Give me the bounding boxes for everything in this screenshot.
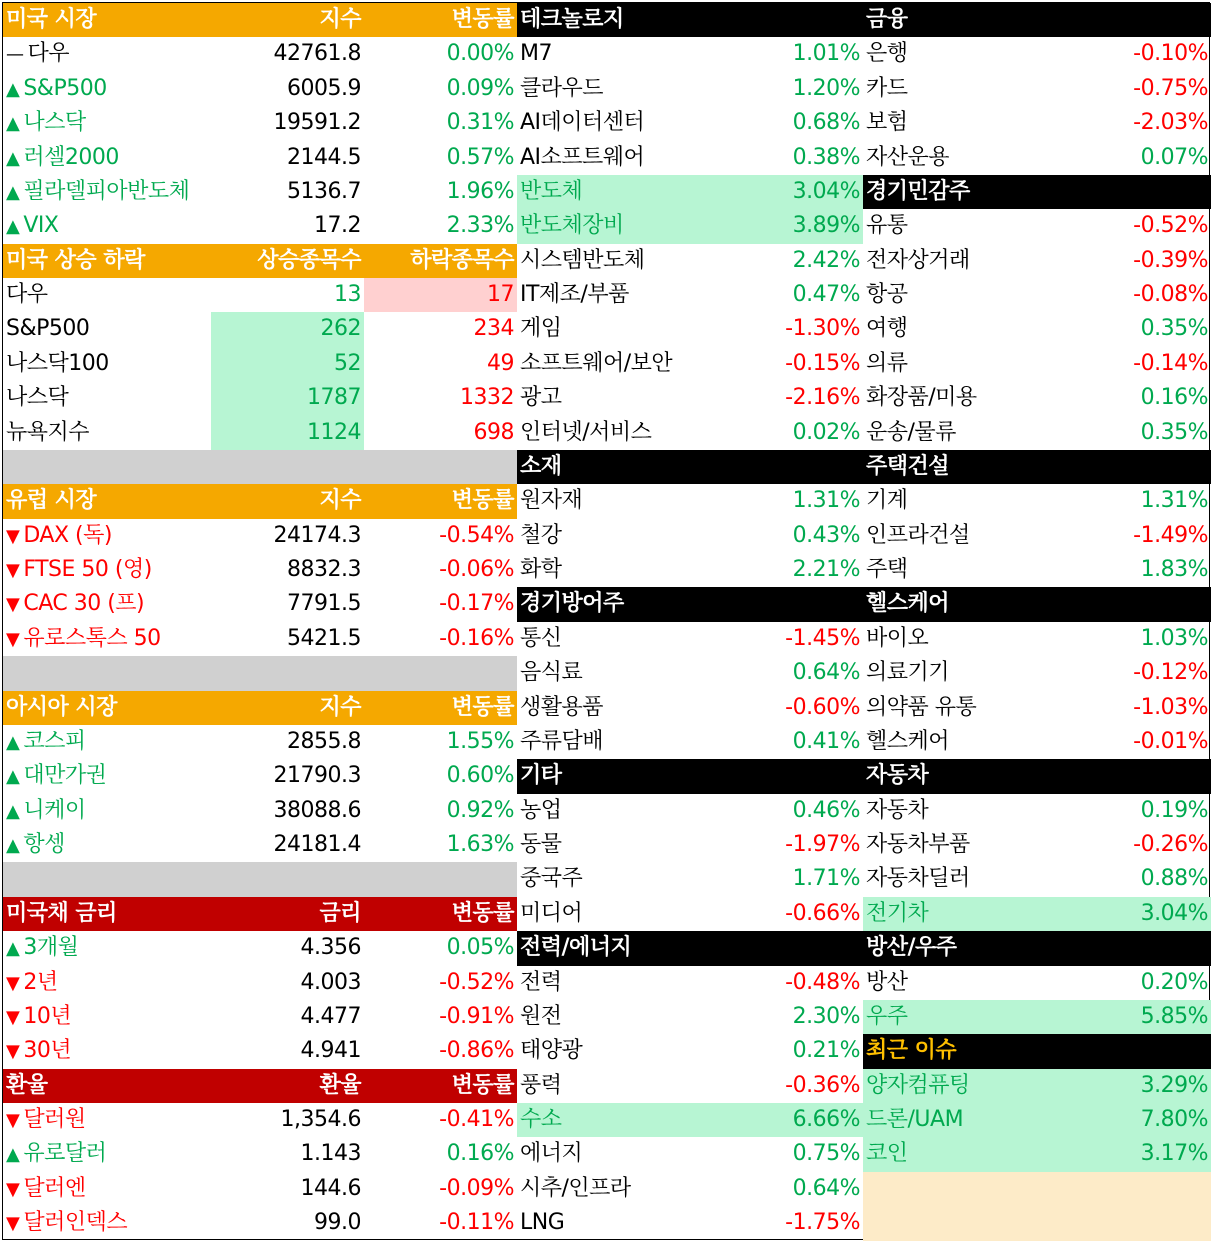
eu_market-row-name: ▼ FTSE 50 (영): [3, 553, 211, 587]
sector-header: 테크놀로지: [517, 3, 863, 37]
section-gap: [3, 656, 517, 690]
sector-header: 금융: [863, 3, 1211, 37]
sector-name: 반도체장비: [520, 213, 624, 239]
us_market-row-name: ▲ 필라델피아반도체: [3, 175, 211, 209]
sector-change: -1.49%: [1133, 522, 1208, 548]
sector-name: 코인: [866, 1141, 908, 1167]
sector-row: [517, 72, 863, 106]
sector-header: 전력/에너지: [517, 931, 863, 965]
sector-row: [863, 416, 1211, 450]
us_bonds-row-change: -0.52%: [439, 969, 514, 995]
fx-header-name: 환율: [3, 1069, 211, 1103]
sector-row: [863, 966, 1211, 1000]
asia_market-row-change: 1.55%: [446, 728, 514, 754]
sector-change: 3.04%: [1140, 900, 1208, 926]
section-gap: [3, 862, 517, 896]
sector-change: 0.38%: [792, 144, 860, 170]
sector-change: 0.19%: [1140, 797, 1208, 823]
sector-row: [863, 862, 1211, 896]
eu_market-row-value: 8832.3: [287, 557, 361, 582]
fx-row-name: ▲ 유로달러: [3, 1137, 211, 1171]
us_market-row-change: 2.33%: [446, 213, 514, 239]
sector-header: 경기방어주: [517, 587, 863, 621]
sector-change: 0.07%: [1140, 144, 1208, 170]
sector-row: [517, 1103, 863, 1137]
sector-change: 0.75%: [792, 1141, 860, 1167]
sector-row: [863, 1069, 1211, 1103]
sector-name: 보험: [866, 110, 908, 136]
us_market-row-change: 0.57%: [446, 144, 514, 170]
sector-row: [517, 37, 863, 71]
sector-row: [517, 553, 863, 587]
sector-name: 시스템반도체: [520, 247, 645, 273]
sector-row: [517, 691, 863, 725]
sector-name: 철강: [520, 522, 562, 548]
sector-row: [863, 656, 1211, 690]
sector-row: [863, 725, 1211, 759]
sector-row: [863, 37, 1211, 71]
sector-row: [517, 1069, 863, 1103]
us_bonds-row-value: 4.003: [300, 969, 361, 995]
sector-name: 시추/인프라: [520, 1175, 631, 1201]
sector-row: [863, 347, 1211, 381]
sector-name: 원자재: [520, 488, 583, 514]
sector-row: [517, 347, 863, 381]
us_bonds-header-index: 금리: [211, 897, 364, 931]
sector-header: 최근 이슈: [863, 1034, 1211, 1068]
asia_market-header-index: 지수: [211, 691, 364, 725]
sector-change: 1.03%: [1140, 625, 1208, 651]
breadth-row-name: 뉴욕지수: [6, 419, 90, 445]
sector-row: [863, 897, 1211, 931]
eu_market-row-value: 7791.5: [287, 591, 361, 617]
sector-change: -0.08%: [1133, 282, 1208, 307]
sector-change: 1.31%: [792, 488, 860, 514]
sector-name: 자동차: [866, 797, 929, 823]
sector-name: 게임: [520, 316, 562, 342]
sector-name: 양자컴퓨팅: [866, 1072, 970, 1098]
sector-name: AI소프트웨어: [520, 144, 645, 170]
us_bonds-row-value: 4.941: [300, 1038, 361, 1064]
fx-row-name: ▼ 달러원: [3, 1103, 211, 1137]
asia_market-row-change: 1.63%: [446, 832, 514, 857]
sector-name: 음식료: [520, 660, 583, 686]
sector-name: 자동차부품: [866, 832, 970, 857]
us_market-row-name: ▲ VIX: [3, 209, 211, 243]
breadth-row-name: 나스닥: [6, 385, 69, 411]
sector-header: 경기민감주: [863, 175, 1211, 209]
sector-change: -0.01%: [1133, 728, 1208, 754]
sector-change: 3.04%: [792, 178, 860, 204]
eu_market-header-change: 변동률: [364, 484, 517, 518]
sector-row: [517, 828, 863, 862]
sector-row: [863, 553, 1211, 587]
sector-change: 0.02%: [792, 419, 860, 445]
sector-change: -0.15%: [785, 350, 860, 376]
sector-change: -0.12%: [1133, 660, 1208, 686]
us_market-row-value: 17.2: [314, 213, 361, 239]
sector-name: 통신: [520, 625, 562, 651]
sector-name: 의류: [866, 350, 908, 376]
us_bonds-row-value: 4.477: [300, 1003, 361, 1029]
breadth-row-decliners: 698: [473, 419, 514, 445]
fx-row-change: -0.09%: [439, 1175, 514, 1201]
sector-name: 반도체: [520, 178, 583, 204]
sector-row: [863, 244, 1211, 278]
asia_market-row-change: 0.60%: [446, 763, 514, 789]
sector-row: [863, 1000, 1211, 1034]
eu_market-row-name: ▼ CAC 30 (프): [3, 587, 211, 621]
sector-row: [863, 519, 1211, 553]
asia_market-row-name: ▲ 대만가권: [3, 759, 211, 793]
sector-change: 0.43%: [792, 522, 860, 548]
sector-change: 0.21%: [792, 1038, 860, 1064]
fx-header-index: 환율: [211, 1069, 364, 1103]
eu_market-row-change: -0.17%: [439, 591, 514, 617]
sector-change: 0.88%: [1140, 866, 1208, 892]
sector-row: [517, 209, 863, 243]
fx-row-change: -0.41%: [439, 1107, 514, 1132]
sector-header: 기타: [517, 759, 863, 793]
eu_market-row-change: -0.16%: [439, 625, 514, 651]
fx-row-value: 144.6: [300, 1175, 361, 1201]
us_market-row-value: 5136.7: [287, 178, 361, 204]
sector-name: 전자상거래: [866, 247, 970, 273]
us-breadth-header-adv: 상승종목수: [211, 244, 364, 278]
eu_market-row-change: -0.54%: [439, 522, 514, 548]
asia_market-row-value: 2855.8: [287, 728, 361, 754]
sector-change: 0.16%: [1140, 385, 1208, 411]
sector-row: [517, 1137, 863, 1171]
us_market-row-change: 1.96%: [446, 178, 514, 204]
us_market-row-value: 42761.8: [273, 41, 361, 67]
sector-name: 유통: [866, 213, 908, 239]
us_market-header-name: 미국 시장: [3, 3, 211, 37]
sector-change: 0.47%: [792, 282, 860, 307]
sector-change: -1.45%: [785, 625, 860, 651]
us-breadth-header-dec: 하락종목수: [364, 244, 517, 278]
sector-name: 중국주: [520, 866, 583, 892]
eu_market-row-name: ▼ DAX (독): [3, 519, 211, 553]
sector-name: AI데이터센터: [520, 110, 645, 136]
sector-row: [863, 381, 1211, 415]
sector-row: [863, 794, 1211, 828]
sector-row: [863, 1137, 1211, 1171]
sector-name: 수소: [520, 1107, 562, 1132]
sector-change: 0.46%: [792, 797, 860, 823]
us_market-row-name: ▲ 나스닥: [3, 106, 211, 140]
asia_market-header-name: 아시아 시장: [3, 691, 211, 725]
sector-name: 주택: [866, 557, 908, 582]
sector-change: 0.64%: [792, 660, 860, 686]
sector-change: 1.31%: [1140, 488, 1208, 514]
sector-change: 0.20%: [1140, 969, 1208, 995]
eu_market-header-index: 지수: [211, 484, 364, 518]
sector-row: [517, 862, 863, 896]
sector-header: 헬스케어: [863, 587, 1211, 621]
breadth-row-name: S&P500: [6, 316, 90, 342]
sector-change: 0.68%: [792, 110, 860, 136]
sector-change: 7.80%: [1140, 1107, 1208, 1132]
sector-row: [517, 1206, 863, 1240]
sector-name: 소프트웨어/보안: [520, 350, 673, 376]
us_market-row-name: ▲ 러셀2000: [3, 141, 211, 175]
breadth-row-decliners: 1332: [460, 385, 514, 411]
section-gap: [3, 450, 517, 484]
breadth-row-decliners: 234: [473, 316, 514, 342]
breadth-row-decliners: 17: [364, 278, 517, 312]
sector-row: [863, 828, 1211, 862]
sector-row: [863, 622, 1211, 656]
sector-change: 1.20%: [792, 75, 860, 101]
sector-change: -0.60%: [785, 694, 860, 720]
sector-name: M7: [520, 41, 552, 67]
sector-name: 자동차딜러: [866, 866, 970, 892]
sector-row: [863, 278, 1211, 312]
market-dashboard-grid: [2, 2, 1210, 1240]
sector-name: 클라우드: [520, 75, 604, 101]
sector-change: 2.21%: [792, 557, 860, 582]
us_market-row-change: 0.31%: [446, 110, 514, 136]
sector-row: [517, 656, 863, 690]
us_bonds-row-change: 0.05%: [446, 935, 514, 961]
us_market-header-index: 지수: [211, 3, 364, 37]
sector-name: 광고: [520, 385, 562, 411]
sector-change: -0.66%: [785, 900, 860, 926]
sector-name: 은행: [866, 41, 908, 67]
eu_market-row-name: ▼ 유로스톡스 50: [3, 622, 211, 656]
sector-row: [517, 519, 863, 553]
sector-name: 인프라건설: [866, 522, 970, 548]
sector-change: 0.35%: [1140, 316, 1208, 342]
us_market-row-name: ▲ S&P500: [3, 72, 211, 106]
asia_market-row-value: 24181.4: [273, 832, 361, 857]
sector-row: [517, 897, 863, 931]
sector-row: [517, 106, 863, 140]
sector-change: -0.10%: [1133, 41, 1208, 67]
breadth-row-decliners: 49: [487, 350, 514, 376]
sector-change: 5.85%: [1140, 1003, 1208, 1029]
sector-change: 1.83%: [1140, 557, 1208, 582]
sector-change: -1.03%: [1133, 694, 1208, 720]
us_bonds-row-change: -0.86%: [439, 1038, 514, 1064]
sector-change: -2.16%: [785, 385, 860, 411]
sector-header: 소재: [517, 450, 863, 484]
sector-row: [517, 278, 863, 312]
sector-row: [863, 72, 1211, 106]
sector-row: [863, 106, 1211, 140]
sector-change: 6.66%: [792, 1107, 860, 1132]
sector-name: 에너지: [520, 1141, 583, 1167]
sector-row: [517, 1034, 863, 1068]
sector-row: [863, 1103, 1211, 1137]
sector-row: [863, 141, 1211, 175]
asia_market-row-value: 21790.3: [273, 763, 361, 789]
empty-filler: [863, 1172, 1211, 1241]
sector-name: 화학: [520, 557, 562, 582]
sector-name: LNG: [520, 1210, 565, 1236]
fx-row-change: 0.16%: [446, 1141, 514, 1167]
sector-name: 원전: [520, 1003, 562, 1029]
sector-name: 화장품/미용: [866, 385, 977, 411]
sector-change: -0.48%: [785, 969, 860, 995]
breadth-row-advancers: 13: [334, 282, 361, 307]
sector-name: 태양광: [520, 1038, 583, 1064]
us_bonds-row-change: -0.91%: [439, 1003, 514, 1029]
sector-row: [517, 381, 863, 415]
sector-change: -0.75%: [1133, 75, 1208, 101]
eu_market-header-name: 유럽 시장: [3, 484, 211, 518]
sector-name: 의약품 유통: [866, 694, 977, 720]
sector-name: 인터넷/서비스: [520, 419, 652, 445]
sector-name: 헬스케어: [866, 728, 950, 754]
breadth-row-name: 나스닥100: [6, 350, 109, 376]
breadth-row-advancers: 262: [211, 312, 364, 346]
sector-change: 0.64%: [792, 1175, 860, 1201]
sector-row: [517, 1000, 863, 1034]
sector-change: 1.01%: [792, 41, 860, 67]
sector-row: [517, 175, 863, 209]
us_market-row-change: 0.09%: [446, 75, 514, 101]
sector-row: [517, 312, 863, 346]
sector-header: 방산/우주: [863, 931, 1211, 965]
sector-name: 동물: [520, 832, 562, 857]
sector-change: 0.35%: [1140, 419, 1208, 445]
sector-change: -0.39%: [1133, 247, 1208, 273]
sector-change: -0.36%: [785, 1072, 860, 1098]
sector-name: 전력: [520, 969, 562, 995]
breadth-row-advancers: 1787: [211, 381, 364, 415]
sector-row: [863, 209, 1211, 243]
sector-change: -0.14%: [1133, 350, 1208, 376]
fx-row-name: ▼ 달러엔: [3, 1172, 211, 1206]
sector-name: 방산: [866, 969, 908, 995]
sector-name: 드론/UAM: [866, 1107, 964, 1132]
sector-row: [517, 1172, 863, 1206]
breadth-row-name: 다우: [6, 282, 48, 307]
asia_market-row-name: ▲ 니케이: [3, 794, 211, 828]
sector-change: 1.71%: [792, 866, 860, 892]
sector-change: 2.30%: [792, 1003, 860, 1029]
sector-change: -1.97%: [785, 832, 860, 857]
asia_market-row-name: ▲ 코스피: [3, 725, 211, 759]
sector-name: 여행: [866, 316, 908, 342]
sector-change: 0.41%: [792, 728, 860, 754]
sector-header: 주택건설: [863, 450, 1211, 484]
asia_market-header-change: 변동률: [364, 691, 517, 725]
sector-name: 풍력: [520, 1072, 562, 1098]
fx-row-value: 1.143: [300, 1141, 361, 1167]
fx-row-value: 99.0: [314, 1210, 361, 1236]
us_market-row-value: 2144.5: [287, 144, 361, 170]
sector-row: [517, 141, 863, 175]
sector-header: 자동차: [863, 759, 1211, 793]
sector-change: -0.52%: [1133, 213, 1208, 239]
fx-row-value: 1,354.6: [280, 1107, 361, 1132]
sector-change: 2.42%: [792, 247, 860, 273]
us-breadth-header-name: 미국 상승 하락: [3, 244, 211, 278]
sector-name: 주류담배: [520, 728, 604, 754]
sector-change: 3.29%: [1140, 1072, 1208, 1098]
sector-change: 3.17%: [1140, 1141, 1208, 1167]
sector-row: [863, 312, 1211, 346]
sector-name: 미디어: [520, 900, 583, 926]
sector-row: [517, 244, 863, 278]
sector-row: [517, 725, 863, 759]
us_market-header-change: 변동률: [364, 3, 517, 37]
sector-name: 자산운용: [866, 144, 950, 170]
us_market-row-value: 19591.2: [273, 110, 361, 136]
sector-row: [517, 484, 863, 518]
asia_market-row-name: ▲ 항셍: [3, 828, 211, 862]
sector-name: 바이오: [866, 625, 929, 651]
sector-name: 의료기기: [866, 660, 950, 686]
sector-name: 농업: [520, 797, 562, 823]
sector-name: 항공: [866, 282, 908, 307]
sector-name: 운송/물류: [866, 419, 956, 445]
us_bonds-row-value: 4.356: [300, 935, 361, 961]
sector-change: -0.26%: [1133, 832, 1208, 857]
eu_market-row-value: 5421.5: [287, 625, 361, 651]
eu_market-row-value: 24174.3: [273, 522, 361, 548]
sector-row: [517, 794, 863, 828]
sector-name: 생활용품: [520, 694, 604, 720]
sector-name: 전기차: [866, 900, 929, 926]
us_bonds-row-name: ▼ 10년: [3, 1000, 211, 1034]
us_bonds-row-name: ▼ 2년: [3, 966, 211, 1000]
us_market-row-name: — 다우: [3, 37, 211, 71]
breadth-row-advancers: 52: [211, 347, 364, 381]
eu_market-row-change: -0.06%: [439, 557, 514, 582]
sector-change: -2.03%: [1133, 110, 1208, 136]
us_market-row-change: 0.00%: [446, 41, 514, 67]
fx-header-change: 변동률: [364, 1069, 517, 1103]
sector-row: [517, 622, 863, 656]
sector-change: 3.89%: [792, 213, 860, 239]
us_bonds-header-name: 미국채 금리: [3, 897, 211, 931]
fx-row-name: ▼ 달러인덱스: [3, 1206, 211, 1240]
sector-name: IT제조/부품: [520, 282, 629, 307]
sector-row: [863, 691, 1211, 725]
sector-row: [517, 416, 863, 450]
breadth-row-advancers: 1124: [211, 416, 364, 450]
us_market-row-value: 6005.9: [287, 75, 361, 101]
sector-row: [517, 966, 863, 1000]
fx-row-change: -0.11%: [439, 1210, 514, 1236]
sector-change: -1.30%: [785, 316, 860, 342]
us_bonds-row-name: ▼ 30년: [3, 1034, 211, 1068]
sector-name: 우주: [866, 1003, 908, 1029]
sector-name: 카드: [866, 75, 908, 101]
asia_market-row-value: 38088.6: [273, 797, 361, 823]
us_bonds-header-change: 변동률: [364, 897, 517, 931]
sector-change: -1.75%: [785, 1210, 860, 1236]
sector-row: [863, 484, 1211, 518]
asia_market-row-change: 0.92%: [446, 797, 514, 823]
us_bonds-row-name: ▲ 3개월: [3, 931, 211, 965]
sector-name: 기계: [866, 488, 908, 514]
